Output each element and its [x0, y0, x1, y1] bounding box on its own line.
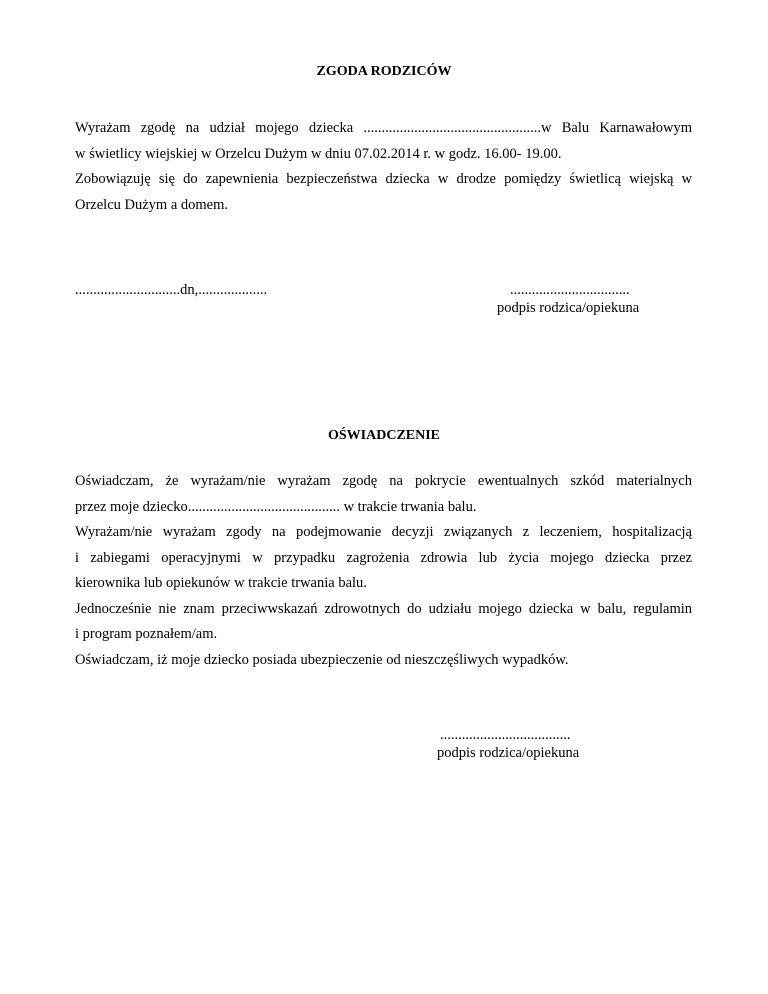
declaration-line-6: Jednocześnie nie znam przeciwwskazań zdrowotnych do udziału mojego dziecka w balu, regulamin	[75, 600, 692, 617]
consent-line-4: Orzelcu Dużym a domem.	[75, 196, 229, 213]
consent-paragraph	[75, 116, 692, 218]
consent-title: ZGODA RODZICÓW	[316, 64, 452, 79]
declaration-line-8: Oświadczam, iż moje dziecko posiada ubezpieczenie od nieszczęśliwych wypadków.	[75, 651, 569, 668]
declaration-line-5: kierownika lub opiekunów w trakcie trwania balu.	[75, 575, 367, 591]
declaration-signature-line: ....................................	[440, 727, 571, 743]
declaration-line-1: Oświadczam, że wyrażam/nie wyrażam zgodę na pokrycie ewentualnych szkód materialnych	[75, 473, 692, 489]
consent-line-1: Wyrażam zgodę na udział mojego dziecka .................................................w Balu Karnawałowym	[75, 120, 692, 136]
consent-line-2: w świetlicy wiejskiej w Orzelcu Dużym w dniu 07.02.2014 r. w godz. 16.00- 19.00.	[75, 145, 562, 162]
consent-signature-label: podpis rodzica/opiekuna	[497, 300, 640, 316]
consent-signature-line: .................................	[510, 282, 630, 298]
declaration-signature-block	[437, 726, 579, 762]
declaration-signature-label: podpis rodzica/opiekuna	[437, 745, 580, 761]
declaration-title: OŚWIADCZENIE	[327, 428, 441, 443]
declaration-line-2: przez moje dziecko.......................................... w trakcie trwania balu.	[75, 498, 477, 515]
date-place-field: .............................dn,...................	[75, 282, 268, 298]
declaration-line-7: i program poznałem/am.	[75, 626, 218, 642]
declaration-line-4: i zabiegami operacyjnymi w przypadku zagrożenia zdrowia lub życia mojego dziecka przez	[75, 549, 692, 566]
consent-line-3: Zobowiązuję się do zapewnienia bezpieczeństwa dziecka w drodze pomiędzy świetlicą wiejską w	[75, 171, 692, 187]
declaration-paragraph	[75, 469, 692, 673]
declaration-line-3: Wyrażam/nie wyrażam zgody na podejmowanie decyzji związanych z leczeniem, hospitalizacją	[75, 524, 692, 540]
consent-signature-block	[497, 281, 639, 317]
